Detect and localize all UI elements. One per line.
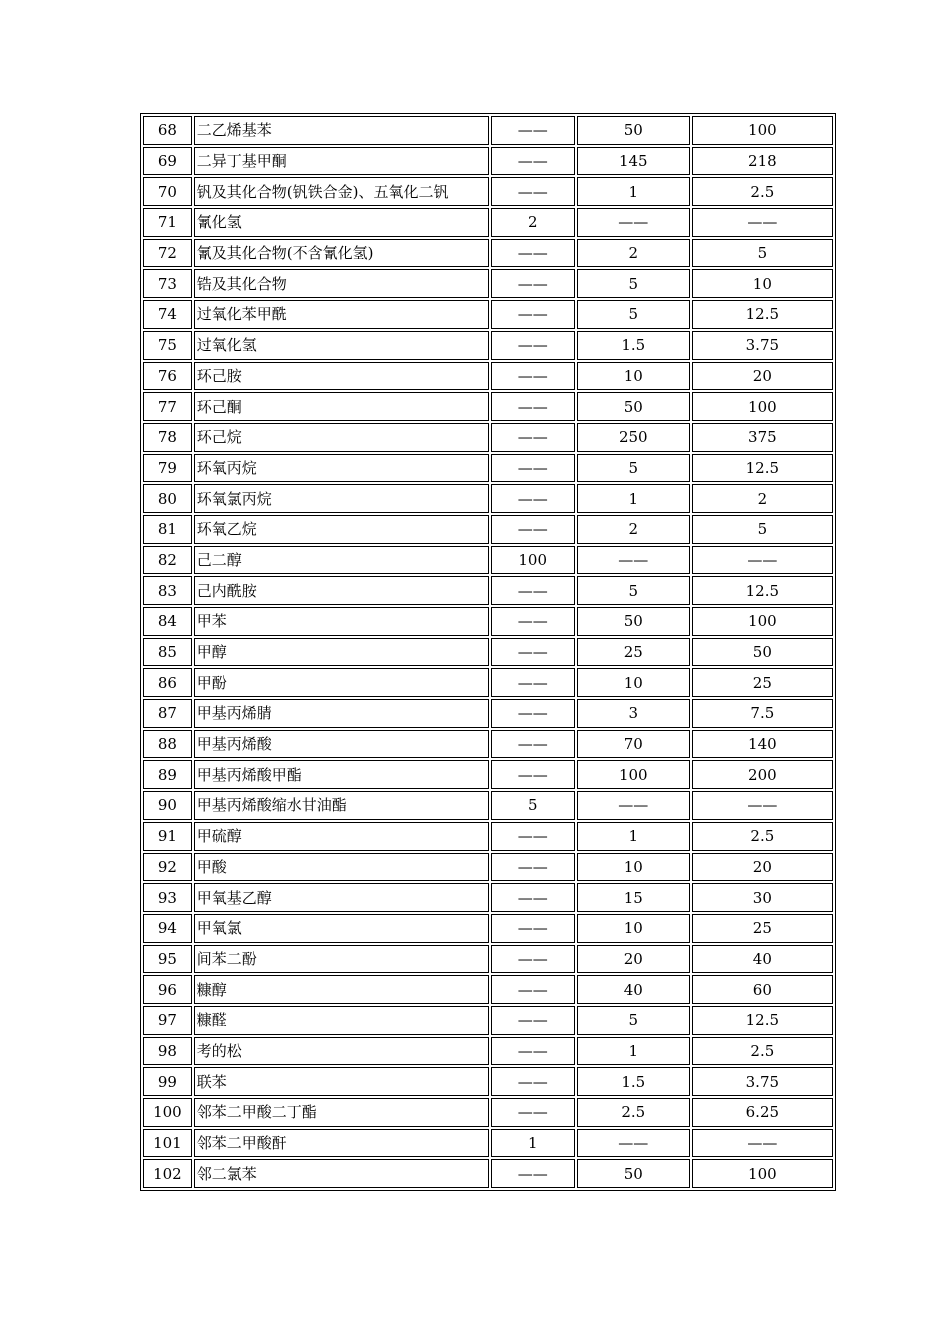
table-row bbox=[143, 883, 833, 912]
mac-value: —— bbox=[491, 331, 575, 360]
twa-value: 5 bbox=[577, 1006, 690, 1035]
stel-value: 20 bbox=[692, 362, 833, 391]
twa-value: 250 bbox=[577, 423, 690, 452]
row-number: 101 bbox=[143, 1129, 192, 1158]
mac-value: —— bbox=[491, 177, 575, 206]
stel-value: 2.5 bbox=[692, 1037, 833, 1066]
table-row bbox=[143, 822, 833, 851]
twa-value: 50 bbox=[577, 1159, 690, 1188]
stel-value: —— bbox=[692, 546, 833, 575]
row-number: 94 bbox=[143, 914, 192, 943]
mac-value: —— bbox=[491, 300, 575, 329]
stel-value: 25 bbox=[692, 668, 833, 697]
twa-value: 50 bbox=[577, 116, 690, 145]
stel-value: 40 bbox=[692, 945, 833, 974]
stel-value: 10 bbox=[692, 269, 833, 298]
table-row bbox=[143, 208, 833, 237]
row-number: 95 bbox=[143, 945, 192, 974]
table-row bbox=[143, 392, 833, 421]
row-number: 82 bbox=[143, 546, 192, 575]
substance-name: 甲酚 bbox=[194, 668, 489, 697]
substance-name: 甲基丙烯腈 bbox=[194, 699, 489, 728]
table-row bbox=[143, 699, 833, 728]
twa-value: 10 bbox=[577, 362, 690, 391]
stel-value: 100 bbox=[692, 607, 833, 636]
stel-value: 60 bbox=[692, 975, 833, 1004]
mac-value: —— bbox=[491, 484, 575, 513]
twa-value: 5 bbox=[577, 269, 690, 298]
twa-value: 10 bbox=[577, 853, 690, 882]
table-row bbox=[143, 668, 833, 697]
twa-value: 1 bbox=[577, 484, 690, 513]
row-number: 68 bbox=[143, 116, 192, 145]
substance-name: 甲酸 bbox=[194, 853, 489, 882]
substance-name: 糠醇 bbox=[194, 975, 489, 1004]
twa-value: —— bbox=[577, 208, 690, 237]
mac-value: —— bbox=[491, 1006, 575, 1035]
table-body bbox=[143, 116, 833, 1188]
twa-value: —— bbox=[577, 546, 690, 575]
twa-value: 10 bbox=[577, 914, 690, 943]
mac-value: —— bbox=[491, 853, 575, 882]
stel-value: 375 bbox=[692, 423, 833, 452]
twa-value: 1.5 bbox=[577, 1067, 690, 1096]
stel-value: 12.5 bbox=[692, 1006, 833, 1035]
row-number: 88 bbox=[143, 730, 192, 759]
twa-value: 145 bbox=[577, 147, 690, 176]
mac-value: —— bbox=[491, 607, 575, 636]
mac-value: —— bbox=[491, 760, 575, 789]
mac-value: —— bbox=[491, 699, 575, 728]
twa-value: 20 bbox=[577, 945, 690, 974]
substance-name: 环己烷 bbox=[194, 423, 489, 452]
row-number: 85 bbox=[143, 638, 192, 667]
row-number: 87 bbox=[143, 699, 192, 728]
mac-value: 100 bbox=[491, 546, 575, 575]
table-row bbox=[143, 1159, 833, 1188]
mac-value: 5 bbox=[491, 791, 575, 820]
table-row bbox=[143, 147, 833, 176]
stel-value: 12.5 bbox=[692, 454, 833, 483]
substance-name: 氰化氢 bbox=[194, 208, 489, 237]
substance-name: 环氧氯丙烷 bbox=[194, 484, 489, 513]
twa-value: 40 bbox=[577, 975, 690, 1004]
row-number: 86 bbox=[143, 668, 192, 697]
exposure-limits-table bbox=[140, 113, 836, 1191]
row-number: 75 bbox=[143, 331, 192, 360]
table-row bbox=[143, 1067, 833, 1096]
row-number: 89 bbox=[143, 760, 192, 789]
row-number: 69 bbox=[143, 147, 192, 176]
stel-value: 140 bbox=[692, 730, 833, 759]
substance-name: 甲氧基乙醇 bbox=[194, 883, 489, 912]
twa-value: —— bbox=[577, 791, 690, 820]
row-number: 99 bbox=[143, 1067, 192, 1096]
mac-value: —— bbox=[491, 975, 575, 1004]
twa-value: 50 bbox=[577, 392, 690, 421]
substance-name: 联苯 bbox=[194, 1067, 489, 1096]
twa-value: 1 bbox=[577, 1037, 690, 1066]
substance-name: 环氧乙烷 bbox=[194, 515, 489, 544]
row-number: 97 bbox=[143, 1006, 192, 1035]
table-row bbox=[143, 1129, 833, 1158]
table-row bbox=[143, 760, 833, 789]
substance-name: 邻二氯苯 bbox=[194, 1159, 489, 1188]
row-number: 71 bbox=[143, 208, 192, 237]
mac-value: —— bbox=[491, 668, 575, 697]
table-row bbox=[143, 239, 833, 268]
mac-value: —— bbox=[491, 362, 575, 391]
table-row bbox=[143, 730, 833, 759]
twa-value: 2 bbox=[577, 239, 690, 268]
stel-value: 218 bbox=[692, 147, 833, 176]
row-number: 73 bbox=[143, 269, 192, 298]
twa-value: 2 bbox=[577, 515, 690, 544]
substance-name: 糠醛 bbox=[194, 1006, 489, 1035]
mac-value: —— bbox=[491, 116, 575, 145]
substance-name: 环己酮 bbox=[194, 392, 489, 421]
stel-value: 6.25 bbox=[692, 1098, 833, 1127]
substance-name: 甲基丙烯酸缩水甘油酯 bbox=[194, 791, 489, 820]
row-number: 93 bbox=[143, 883, 192, 912]
twa-value: 3 bbox=[577, 699, 690, 728]
substance-name: 甲氧氯 bbox=[194, 914, 489, 943]
row-number: 80 bbox=[143, 484, 192, 513]
row-number: 90 bbox=[143, 791, 192, 820]
table-row bbox=[143, 454, 833, 483]
stel-value: —— bbox=[692, 208, 833, 237]
substance-name: 钒及其化合物(钒铁合金)、五氧化二钒 bbox=[194, 177, 489, 206]
mac-value: —— bbox=[491, 454, 575, 483]
table-row bbox=[143, 269, 833, 298]
row-number: 102 bbox=[143, 1159, 192, 1188]
substance-name: 考的松 bbox=[194, 1037, 489, 1066]
mac-value: —— bbox=[491, 576, 575, 605]
substance-name: 二异丁基甲酮 bbox=[194, 147, 489, 176]
row-number: 74 bbox=[143, 300, 192, 329]
mac-value: —— bbox=[491, 1098, 575, 1127]
substance-name: 己二醇 bbox=[194, 546, 489, 575]
mac-value: —— bbox=[491, 730, 575, 759]
table-row bbox=[143, 791, 833, 820]
mac-value: —— bbox=[491, 392, 575, 421]
substance-name: 氰及其化合物(不含氰化氢) bbox=[194, 239, 489, 268]
stel-value: 5 bbox=[692, 515, 833, 544]
stel-value: 12.5 bbox=[692, 300, 833, 329]
stel-value: 2.5 bbox=[692, 822, 833, 851]
stel-value: —— bbox=[692, 791, 833, 820]
row-number: 70 bbox=[143, 177, 192, 206]
stel-value: 25 bbox=[692, 914, 833, 943]
table-row bbox=[143, 116, 833, 145]
substance-name: 邻苯二甲酸二丁酯 bbox=[194, 1098, 489, 1127]
substance-name: 邻苯二甲酸酐 bbox=[194, 1129, 489, 1158]
mac-value: —— bbox=[491, 515, 575, 544]
stel-value: 100 bbox=[692, 392, 833, 421]
substance-name: 甲基丙烯酸甲酯 bbox=[194, 760, 489, 789]
stel-value: 200 bbox=[692, 760, 833, 789]
table-row bbox=[143, 607, 833, 636]
table-row bbox=[143, 177, 833, 206]
table-row bbox=[143, 853, 833, 882]
stel-value: 50 bbox=[692, 638, 833, 667]
twa-value: 5 bbox=[577, 300, 690, 329]
row-number: 100 bbox=[143, 1098, 192, 1127]
twa-value: 15 bbox=[577, 883, 690, 912]
table-row bbox=[143, 546, 833, 575]
twa-value: 10 bbox=[577, 668, 690, 697]
mac-value: —— bbox=[491, 1037, 575, 1066]
substance-name: 己内酰胺 bbox=[194, 576, 489, 605]
row-number: 91 bbox=[143, 822, 192, 851]
table-row bbox=[143, 484, 833, 513]
substance-name: 环氧丙烷 bbox=[194, 454, 489, 483]
twa-value: 50 bbox=[577, 607, 690, 636]
row-number: 83 bbox=[143, 576, 192, 605]
twa-value: 5 bbox=[577, 454, 690, 483]
row-number: 81 bbox=[143, 515, 192, 544]
table-row bbox=[143, 638, 833, 667]
table-row bbox=[143, 914, 833, 943]
twa-value: 1 bbox=[577, 822, 690, 851]
table-row bbox=[143, 1037, 833, 1066]
mac-value: —— bbox=[491, 945, 575, 974]
mac-value: —— bbox=[491, 147, 575, 176]
twa-value: 25 bbox=[577, 638, 690, 667]
stel-value: 100 bbox=[692, 1159, 833, 1188]
substance-name: 甲醇 bbox=[194, 638, 489, 667]
twa-value: 100 bbox=[577, 760, 690, 789]
row-number: 72 bbox=[143, 239, 192, 268]
table-row bbox=[143, 300, 833, 329]
row-number: 96 bbox=[143, 975, 192, 1004]
mac-value: —— bbox=[491, 239, 575, 268]
table-row bbox=[143, 1098, 833, 1127]
mac-value: —— bbox=[491, 822, 575, 851]
substance-name: 过氧化氢 bbox=[194, 331, 489, 360]
table-row bbox=[143, 576, 833, 605]
row-number: 78 bbox=[143, 423, 192, 452]
stel-value: 5 bbox=[692, 239, 833, 268]
mac-value: —— bbox=[491, 914, 575, 943]
twa-value: 1 bbox=[577, 177, 690, 206]
twa-value: 1.5 bbox=[577, 331, 690, 360]
stel-value: —— bbox=[692, 1129, 833, 1158]
substance-name: 二乙烯基苯 bbox=[194, 116, 489, 145]
table-row bbox=[143, 945, 833, 974]
mac-value: —— bbox=[491, 638, 575, 667]
stel-value: 2.5 bbox=[692, 177, 833, 206]
stel-value: 2 bbox=[692, 484, 833, 513]
stel-value: 3.75 bbox=[692, 1067, 833, 1096]
row-number: 76 bbox=[143, 362, 192, 391]
substance-name: 过氧化苯甲酰 bbox=[194, 300, 489, 329]
twa-value: —— bbox=[577, 1129, 690, 1158]
row-number: 92 bbox=[143, 853, 192, 882]
mac-value: —— bbox=[491, 423, 575, 452]
substance-name: 锆及其化合物 bbox=[194, 269, 489, 298]
mac-value: —— bbox=[491, 1067, 575, 1096]
table-row bbox=[143, 423, 833, 452]
substance-name: 甲苯 bbox=[194, 607, 489, 636]
mac-value: —— bbox=[491, 883, 575, 912]
substance-name: 甲硫醇 bbox=[194, 822, 489, 851]
substance-name: 甲基丙烯酸 bbox=[194, 730, 489, 759]
row-number: 98 bbox=[143, 1037, 192, 1066]
stel-value: 30 bbox=[692, 883, 833, 912]
stel-value: 100 bbox=[692, 116, 833, 145]
stel-value: 7.5 bbox=[692, 699, 833, 728]
table-row bbox=[143, 362, 833, 391]
twa-value: 2.5 bbox=[577, 1098, 690, 1127]
mac-value: —— bbox=[491, 269, 575, 298]
stel-value: 20 bbox=[692, 853, 833, 882]
row-number: 77 bbox=[143, 392, 192, 421]
mac-value: 1 bbox=[491, 1129, 575, 1158]
mac-value: —— bbox=[491, 1159, 575, 1188]
stel-value: 12.5 bbox=[692, 576, 833, 605]
row-number: 79 bbox=[143, 454, 192, 483]
twa-value: 5 bbox=[577, 576, 690, 605]
mac-value: 2 bbox=[491, 208, 575, 237]
table-row bbox=[143, 975, 833, 1004]
substance-name: 间苯二酚 bbox=[194, 945, 489, 974]
table-row bbox=[143, 515, 833, 544]
row-number: 84 bbox=[143, 607, 192, 636]
table-row bbox=[143, 1006, 833, 1035]
table-row bbox=[143, 331, 833, 360]
stel-value: 3.75 bbox=[692, 331, 833, 360]
substance-name: 环己胺 bbox=[194, 362, 489, 391]
twa-value: 70 bbox=[577, 730, 690, 759]
